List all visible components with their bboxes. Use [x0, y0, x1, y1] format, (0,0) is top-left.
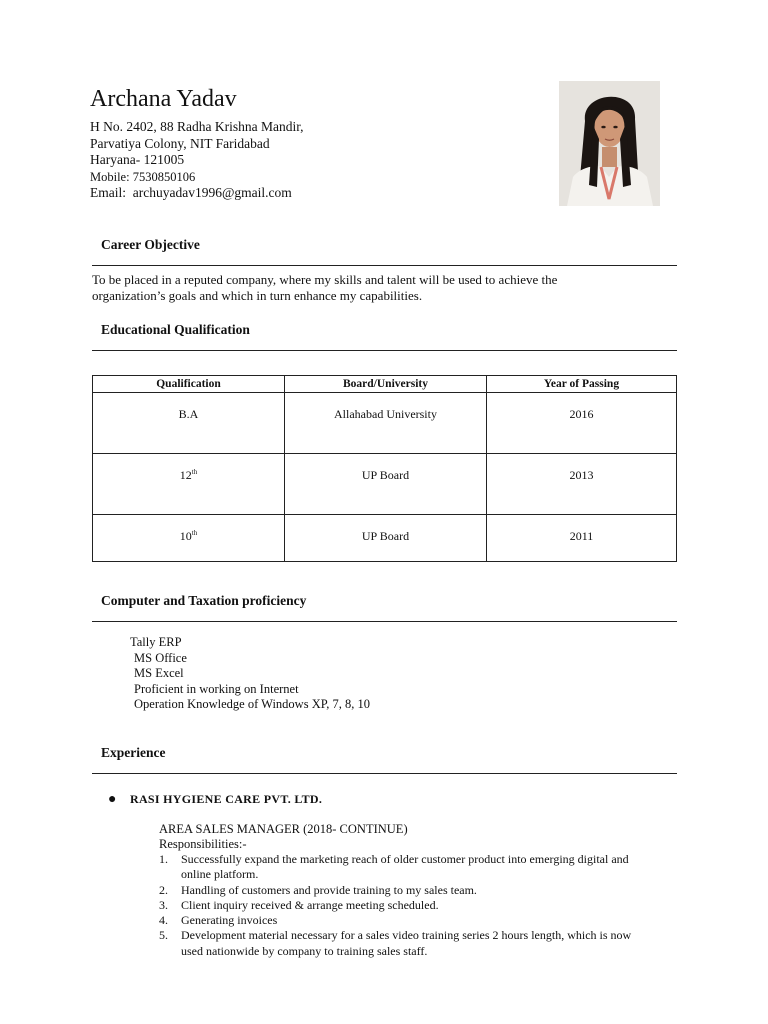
role-block	[159, 822, 408, 852]
responsibilities-list	[159, 852, 679, 959]
header-board: Board/University	[285, 376, 487, 393]
list-item	[159, 898, 679, 913]
list-item	[159, 928, 679, 959]
mobile-number: Mobile: 7530850106	[90, 169, 196, 184]
education-table-header	[93, 376, 677, 393]
list-item: MS Office	[134, 650, 187, 665]
company-name: RASI HYGIENE CARE PVT. LTD.	[130, 792, 323, 806]
item-text: Development material necessary for a sales video training series 2 hours length, which is now	[181, 928, 632, 943]
item-text-continued: used nationwide by company to training sales staff.	[181, 943, 428, 958]
item-number: 1.	[159, 852, 168, 866]
cell-year: 2016	[487, 393, 677, 454]
cell-qualification	[93, 454, 285, 515]
skills-list	[130, 635, 370, 713]
company-entry	[108, 792, 322, 808]
responsibilities-label: Responsibilities:-	[159, 837, 247, 851]
header-year: Year of Passing	[487, 376, 677, 393]
list-item	[159, 852, 679, 883]
profile-photo	[559, 81, 660, 206]
cell-board: UP Board	[285, 454, 487, 515]
cell-qualification	[93, 393, 285, 454]
section-divider	[92, 265, 677, 266]
qualification-suffix: th	[191, 468, 198, 476]
cell-qualification	[93, 515, 285, 562]
section-divider	[92, 773, 677, 774]
qualification-text: 12	[179, 468, 192, 482]
table-row	[93, 515, 677, 562]
qualification-suffix: th	[191, 529, 198, 537]
cell-year: 2011	[487, 515, 677, 562]
profile-photo-image	[559, 81, 660, 206]
item-text: Successfully expand the marketing reach of older customer product into emerging digital and	[181, 852, 629, 866]
job-title: AREA SALES MANAGER (2018- CONTINUE)	[159, 822, 408, 836]
career-objective-line-2: organization’s goals and which in turn enhance my capabilities.	[92, 288, 423, 303]
address-line-1: H No. 2402, 88 Radha Krishna Mandir,	[90, 119, 304, 134]
career-objective-heading: Career Objective	[101, 237, 200, 252]
cell-board: Allahabad University	[285, 393, 487, 454]
email-label: Email:	[90, 185, 126, 200]
cell-board: UP Board	[285, 515, 487, 562]
table-row	[93, 393, 677, 454]
item-text: Handling of customers and provide training to my sales team.	[181, 882, 477, 897]
email-line	[90, 185, 304, 202]
list-item: Operation Knowledge of Windows XP, 7, 8, 10	[134, 697, 371, 711]
address-line-2: Parvatiya Colony, NIT Faridabad	[90, 135, 270, 151]
list-item	[159, 913, 679, 928]
career-objective-line-1: To be placed in a reputed company, where my skills and talent will be used to achieve the	[92, 272, 558, 287]
item-text-continued: online platform.	[181, 867, 259, 882]
experience-heading: Experience	[101, 745, 166, 760]
item-text: Generating invoices	[181, 913, 278, 928]
computer-proficiency-heading: Computer and Taxation proficiency	[101, 593, 307, 608]
header-qualification: Qualification	[93, 376, 285, 393]
item-text: Client inquiry received & arrange meeting scheduled.	[181, 897, 439, 912]
contact-block	[90, 119, 304, 202]
bullet-icon: ●	[108, 792, 117, 807]
list-item: Proficient in working on Internet	[134, 681, 299, 696]
table-row	[93, 454, 677, 515]
item-number: 4.	[159, 913, 168, 928]
career-objective-text	[92, 272, 677, 304]
section-divider	[92, 350, 677, 351]
address-line-3: Haryana- 121005	[90, 152, 185, 167]
education-heading: Educational Qualification	[101, 322, 250, 337]
cell-year: 2013	[487, 454, 677, 515]
candidate-name: Archana Yadav	[90, 86, 237, 112]
item-number: 2.	[159, 882, 168, 897]
list-item: Tally ERP	[130, 635, 182, 649]
qualification-text: B.A	[178, 407, 199, 421]
item-number: 3.	[159, 897, 168, 912]
qualification-text: 10	[179, 529, 192, 543]
item-number: 5.	[159, 928, 168, 943]
list-item	[159, 883, 679, 898]
education-table	[92, 375, 677, 562]
list-item: MS Excel	[134, 666, 184, 680]
email-address[interactable]: archuyadav1996@gmail.com	[132, 185, 292, 200]
section-divider	[92, 621, 677, 622]
